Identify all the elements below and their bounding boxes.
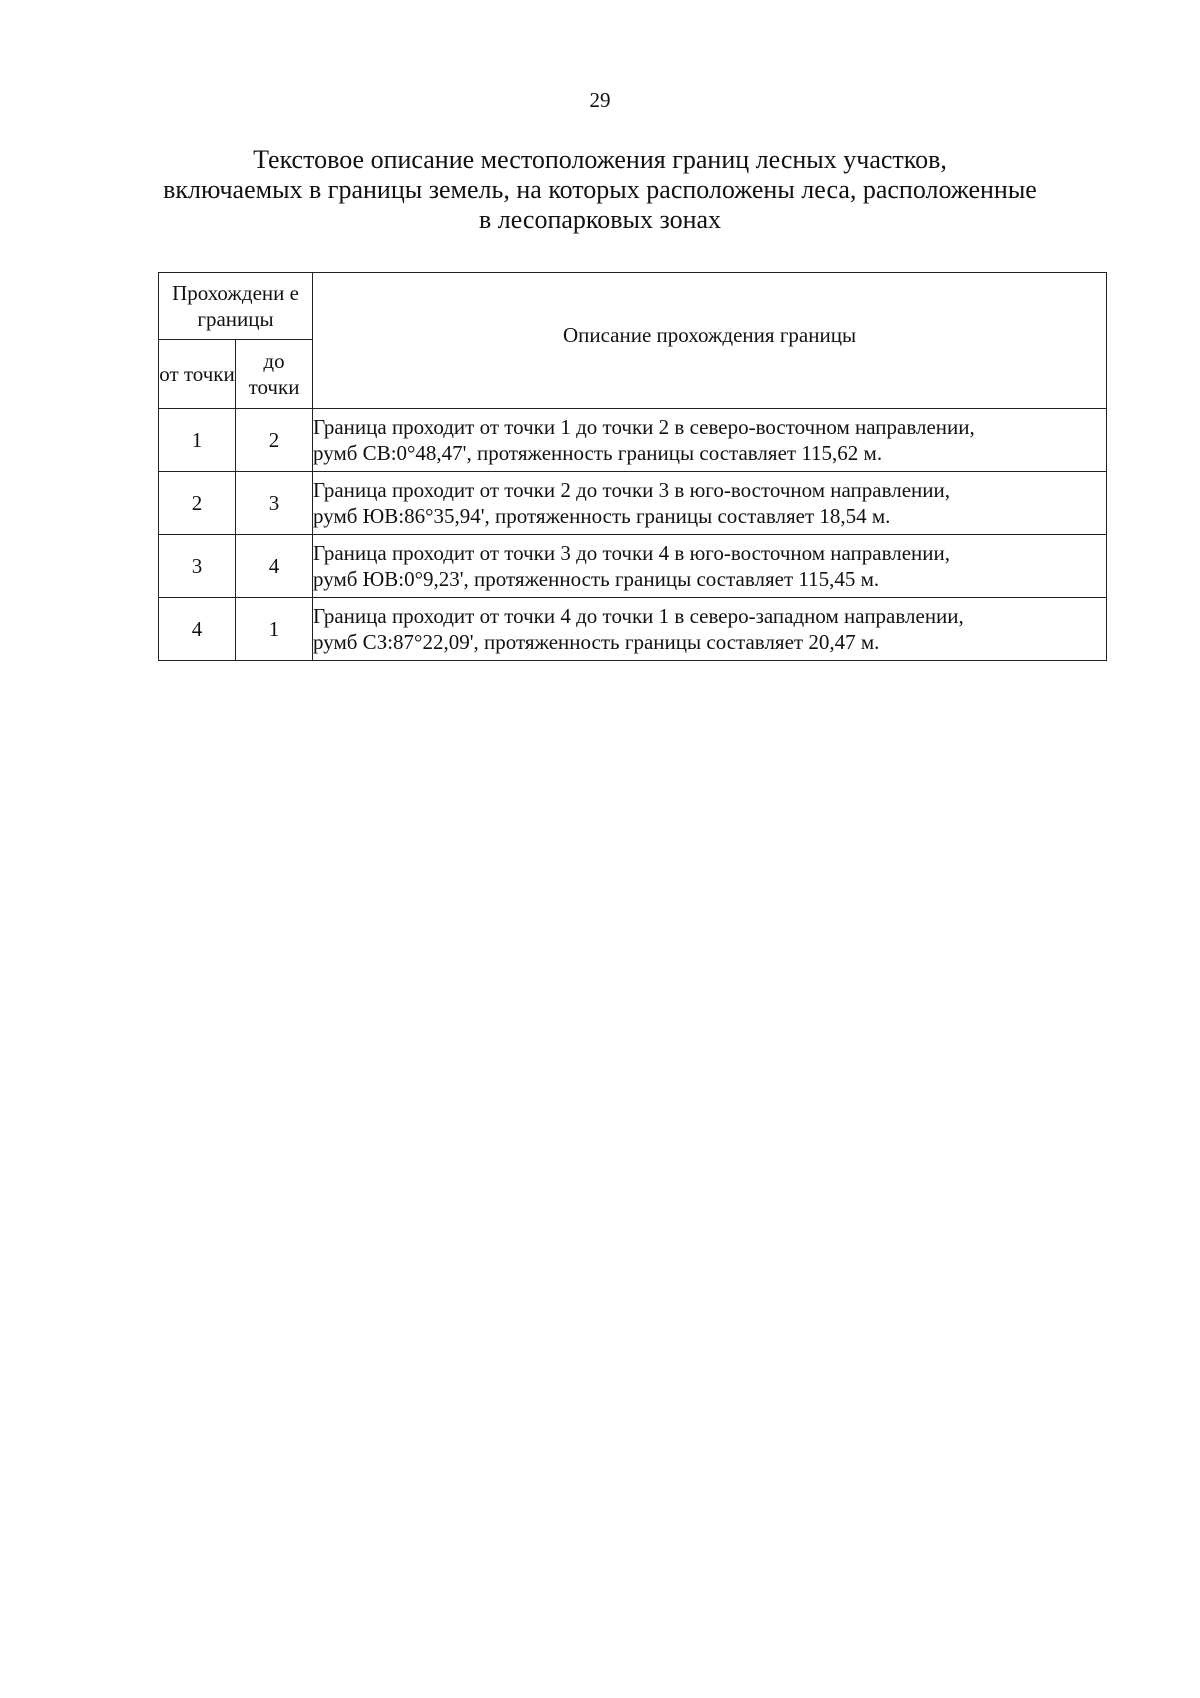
description-line: Граница проходит от точки 4 до точки 1 в северо-западном направлении, bbox=[313, 604, 964, 628]
document-title bbox=[100, 145, 1100, 235]
from-point-cell: 1 bbox=[159, 409, 236, 472]
title-line: включаемых в границы земель, на которых расположены леса, расположенные bbox=[163, 175, 1037, 204]
to-point-cell: 1 bbox=[236, 598, 313, 661]
table-row bbox=[159, 535, 1107, 598]
description-cell bbox=[313, 409, 1107, 472]
description-line: Граница проходит от точки 2 до точки 3 в юго-восточном направлении, bbox=[313, 478, 950, 502]
description-line: румб ЮВ:0°9,23', протяженность границы составляет 115,45 м. bbox=[313, 567, 880, 591]
from-point-cell: 3 bbox=[159, 535, 236, 598]
to-point-cell: 4 bbox=[236, 535, 313, 598]
description-cell bbox=[313, 472, 1107, 535]
page-number: 29 bbox=[589, 88, 611, 112]
from-point-cell: 4 bbox=[159, 598, 236, 661]
header-description bbox=[313, 273, 1107, 409]
from-point-cell: 2 bbox=[159, 472, 236, 535]
header-from-point: от точки bbox=[159, 340, 236, 409]
header-description-label: Описание прохождения границы bbox=[562, 322, 857, 347]
description-line: румб СЗ:87°22,09', протяженность границы составляет 20,47 м. bbox=[313, 630, 880, 654]
table-row bbox=[159, 409, 1107, 472]
table-row bbox=[159, 472, 1107, 535]
header-boundary-passage: Прохождени е границы bbox=[159, 273, 313, 340]
header-to-point: до точки bbox=[236, 340, 313, 409]
title-line: в лесопарковых зонах bbox=[478, 205, 722, 234]
to-point-cell: 3 bbox=[236, 472, 313, 535]
description-cell bbox=[313, 535, 1107, 598]
description-line: Граница проходит от точки 1 до точки 2 в северо-восточном направлении, bbox=[313, 415, 975, 439]
description-cell bbox=[313, 598, 1107, 661]
description-line: Граница проходит от точки 3 до точки 4 в юго-восточном направлении, bbox=[313, 541, 950, 565]
boundary-table bbox=[158, 272, 1107, 661]
description-line: румб ЮВ:86°35,94', протяженность границы составляет 18,54 м. bbox=[313, 504, 891, 528]
description-line: румб СВ:0°48,47', протяженность границы составляет 115,62 м. bbox=[313, 441, 883, 465]
table-row bbox=[159, 598, 1107, 661]
title-line: Текстовое описание местоположения границ лесных участков, bbox=[253, 145, 947, 174]
to-point-cell: 2 bbox=[236, 409, 313, 472]
